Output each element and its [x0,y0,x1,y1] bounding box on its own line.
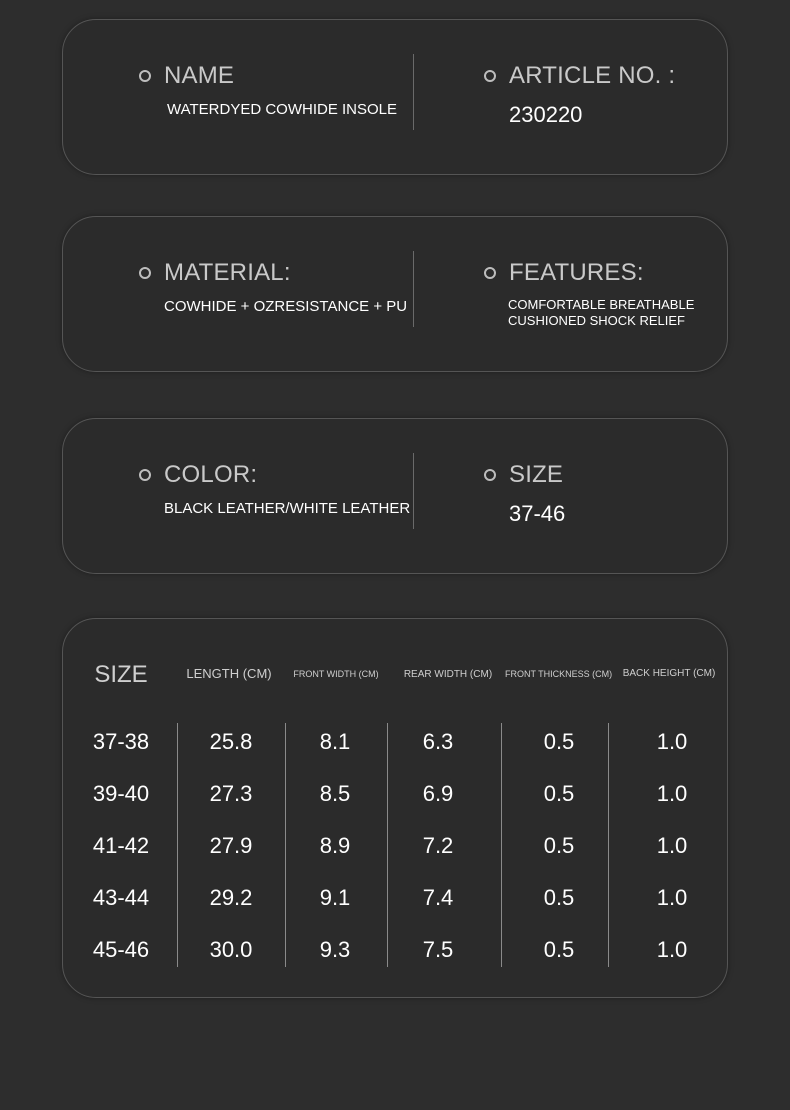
vertical-divider [413,54,414,130]
info-card-color [62,418,728,574]
table-cell-front-width: 8.9 [319,833,351,858]
table-cell-length: 30.0 [209,937,253,962]
circle-bullet-icon [484,469,496,481]
table-column-divider [608,723,609,967]
table-header-back-height: BACK HEIGHT (CM) [622,668,716,679]
features-label-row [484,259,644,287]
material-label: MATERIAL: [164,259,291,286]
table-column-divider [285,723,286,967]
article-value: 230220 [509,102,583,127]
table-cell-size: 45-46 [92,937,150,962]
table-column-divider [177,723,178,967]
article-label-row [484,62,675,90]
table-cell-front-thickness: 0.5 [543,885,575,910]
size-table-card [62,618,728,998]
table-cell-rear-width: 7.2 [422,833,454,858]
info-card-material [62,216,728,372]
table-cell-back-height: 1.0 [656,833,688,858]
table-cell-front-width: 8.5 [319,781,351,806]
table-cell-back-height: 1.0 [656,729,688,754]
table-cell-length: 29.2 [209,885,253,910]
table-cell-rear-width: 6.3 [422,729,454,754]
material-label-row [139,259,291,287]
table-cell-back-height: 1.0 [656,937,688,962]
table-cell-front-width: 9.3 [319,937,351,962]
color-label: COLOR: [164,461,258,488]
name-value: WATERDYED COWHIDE INSOLE [167,101,398,118]
table-header-rear-width: REAR WIDTH (CM) [403,669,493,680]
circle-bullet-icon [484,267,496,279]
table-header-front-thickness: FRONT THICKNESS (CM) [505,669,613,679]
table-cell-front-width: 8.1 [319,729,351,754]
table-cell-rear-width: 7.4 [422,885,454,910]
table-cell-length: 27.3 [209,781,253,806]
circle-bullet-icon [139,267,151,279]
table-header-front-width: FRONT WIDTH (CM) [293,669,379,679]
material-value: COWHIDE + OZRESISTANCE + PU [164,298,408,315]
table-cell-length: 27.9 [209,833,253,858]
table-cell-size: 43-44 [92,885,150,910]
size-label-row [484,461,563,489]
color-label-row [139,461,257,489]
table-cell-front-thickness: 0.5 [543,937,575,962]
table-cell-size: 39-40 [92,781,150,806]
info-card-name [62,19,728,175]
table-cell-front-thickness: 0.5 [543,781,575,806]
article-label: ARTICLE NO. : [509,62,676,89]
color-value: BLACK LEATHER/WHITE LEATHER [164,500,411,517]
table-cell-rear-width: 6.9 [422,781,454,806]
circle-bullet-icon [484,70,496,82]
table-cell-back-height: 1.0 [656,885,688,910]
table-header-size: SIZE [94,661,148,688]
features-value-line1: COMFORTABLE BREATHABLE [508,297,695,312]
table-cell-rear-width: 7.5 [422,937,454,962]
table-cell-front-width: 9.1 [319,885,351,910]
table-header-length: LENGTH (CM) [186,666,272,681]
features-value-line2: CUSHIONED SHOCK RELIEF [508,313,685,328]
table-cell-size: 41-42 [92,833,150,858]
size-value: 37-46 [509,501,566,526]
table-cell-length: 25.8 [209,729,253,754]
vertical-divider [413,251,414,327]
features-label: FEATURES: [509,259,644,286]
table-column-divider [501,723,502,967]
name-label-row [139,62,234,90]
table-cell-back-height: 1.0 [656,781,688,806]
size-label: SIZE [509,461,564,488]
table-cell-front-thickness: 0.5 [543,833,575,858]
circle-bullet-icon [139,469,151,481]
circle-bullet-icon [139,70,151,82]
vertical-divider [413,453,414,529]
table-column-divider [387,723,388,967]
table-cell-size: 37-38 [92,729,150,754]
name-label: NAME [164,62,235,89]
table-cell-front-thickness: 0.5 [543,729,575,754]
